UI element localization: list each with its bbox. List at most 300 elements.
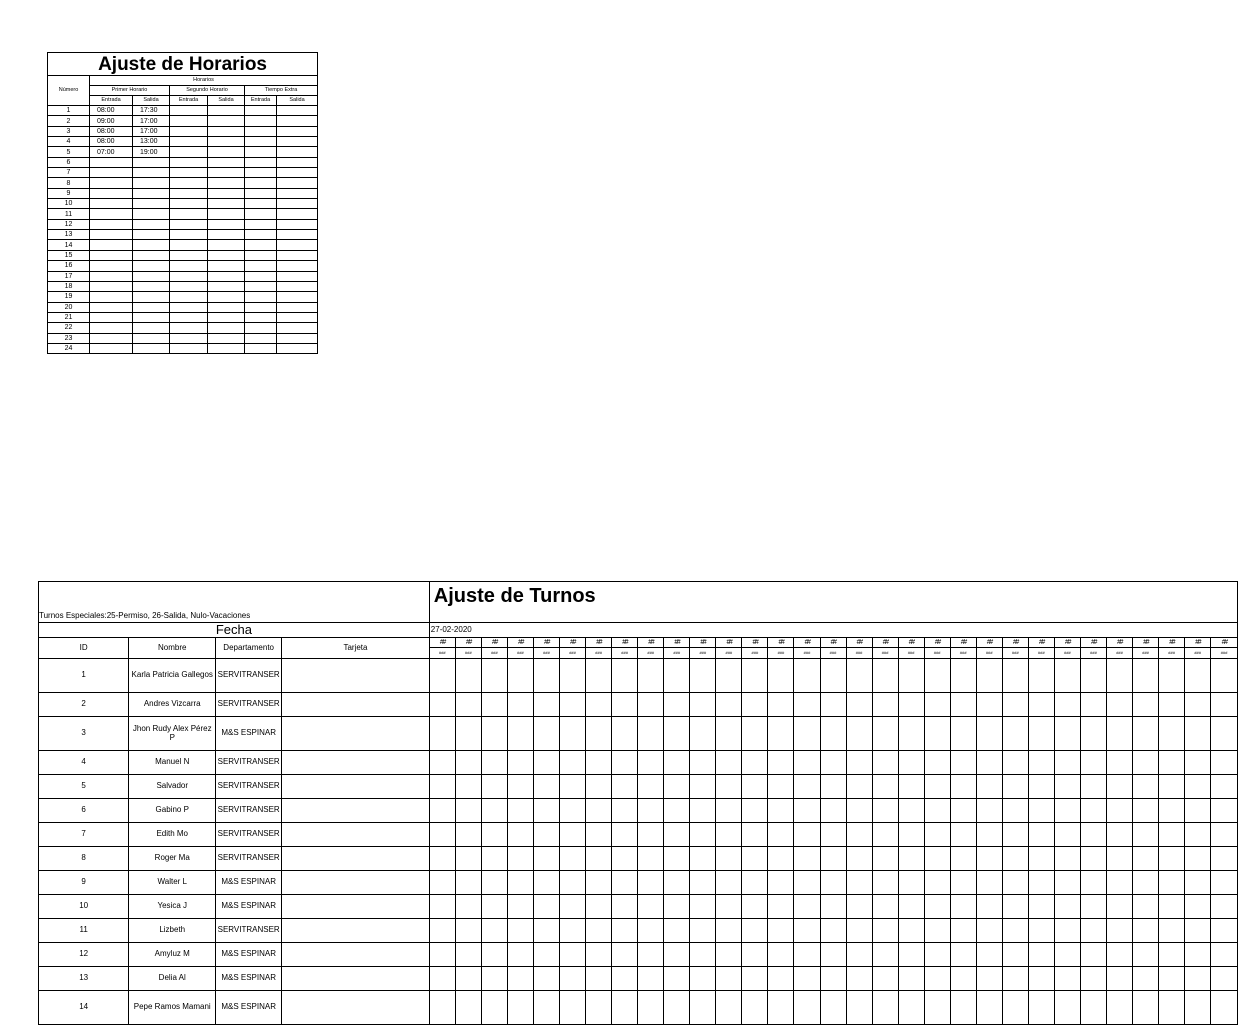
shift-cell[interactable] <box>664 751 690 775</box>
shift-cell[interactable] <box>481 895 507 919</box>
shift-cell[interactable] <box>1107 943 1133 967</box>
shift-cell[interactable] <box>768 799 794 823</box>
shift-cell[interactable] <box>481 775 507 799</box>
shift-cell[interactable] <box>872 693 898 717</box>
shift-cell[interactable] <box>898 871 924 895</box>
shift-cell[interactable] <box>1028 659 1054 693</box>
shift-cell[interactable] <box>612 751 638 775</box>
shift-cell[interactable] <box>638 717 664 751</box>
shift-cell[interactable] <box>742 895 768 919</box>
shift-cell[interactable] <box>455 943 481 967</box>
shift-cell[interactable] <box>1107 751 1133 775</box>
shift-cell[interactable] <box>716 895 742 919</box>
shift-cell[interactable] <box>1211 693 1238 717</box>
shift-cell[interactable] <box>1002 823 1028 847</box>
shift-cell[interactable] <box>690 943 716 967</box>
shift-cell[interactable] <box>1028 871 1054 895</box>
shift-cell[interactable] <box>742 775 768 799</box>
shift-cell[interactable] <box>560 775 586 799</box>
shift-cell[interactable] <box>481 967 507 991</box>
shift-cell[interactable] <box>898 847 924 871</box>
shift-cell[interactable] <box>950 871 976 895</box>
shift-cell[interactable] <box>1159 751 1185 775</box>
shift-cell[interactable] <box>533 895 559 919</box>
shift-cell[interactable] <box>560 991 586 1025</box>
shift-cell[interactable] <box>638 751 664 775</box>
shift-cell[interactable] <box>1211 967 1238 991</box>
shift-cell[interactable] <box>924 823 950 847</box>
shift-cell[interactable] <box>976 717 1002 751</box>
shift-cell[interactable] <box>638 659 664 693</box>
shift-cell[interactable] <box>481 919 507 943</box>
shift-cell[interactable] <box>560 799 586 823</box>
shift-cell[interactable] <box>1133 717 1159 751</box>
shift-cell[interactable] <box>1159 871 1185 895</box>
shift-cell[interactable] <box>664 991 690 1025</box>
shift-cell[interactable] <box>1107 895 1133 919</box>
shift-cell[interactable] <box>1133 919 1159 943</box>
shift-cell[interactable] <box>846 693 872 717</box>
shift-cell[interactable] <box>846 991 872 1025</box>
shift-cell[interactable] <box>872 919 898 943</box>
shift-cell[interactable] <box>924 693 950 717</box>
shift-cell[interactable] <box>507 919 533 943</box>
shift-cell[interactable] <box>612 775 638 799</box>
shift-cell[interactable] <box>768 693 794 717</box>
shift-cell[interactable] <box>846 943 872 967</box>
shift-cell[interactable] <box>1107 799 1133 823</box>
shift-cell[interactable] <box>976 895 1002 919</box>
shift-cell[interactable] <box>742 693 768 717</box>
shift-cell[interactable] <box>1054 717 1080 751</box>
shift-cell[interactable] <box>794 659 820 693</box>
shift-cell[interactable] <box>1054 991 1080 1025</box>
shift-cell[interactable] <box>1080 823 1106 847</box>
shift-cell[interactable] <box>664 943 690 967</box>
shift-cell[interactable] <box>1211 919 1238 943</box>
shift-cell[interactable] <box>820 717 846 751</box>
shift-cell[interactable] <box>481 943 507 967</box>
shift-cell[interactable] <box>560 895 586 919</box>
shift-cell[interactable] <box>1185 871 1211 895</box>
shift-cell[interactable] <box>1185 943 1211 967</box>
shift-cell[interactable] <box>1133 967 1159 991</box>
shift-cell[interactable] <box>794 991 820 1025</box>
shift-cell[interactable] <box>507 943 533 967</box>
shift-cell[interactable] <box>1211 895 1238 919</box>
shift-cell[interactable] <box>690 967 716 991</box>
shift-cell[interactable] <box>1002 943 1028 967</box>
shift-cell[interactable] <box>742 659 768 693</box>
shift-cell[interactable] <box>560 943 586 967</box>
shift-cell[interactable] <box>1107 919 1133 943</box>
shift-cell[interactable] <box>716 943 742 967</box>
shift-cell[interactable] <box>586 991 612 1025</box>
shift-cell[interactable] <box>872 967 898 991</box>
shift-cell[interactable] <box>950 823 976 847</box>
shift-cell[interactable] <box>898 823 924 847</box>
shift-cell[interactable] <box>533 919 559 943</box>
shift-cell[interactable] <box>1002 919 1028 943</box>
shift-cell[interactable] <box>1211 871 1238 895</box>
shift-cell[interactable] <box>429 967 455 991</box>
shift-cell[interactable] <box>586 967 612 991</box>
shift-cell[interactable] <box>1185 967 1211 991</box>
shift-cell[interactable] <box>820 823 846 847</box>
shift-cell[interactable] <box>950 847 976 871</box>
shift-cell[interactable] <box>1054 775 1080 799</box>
shift-cell[interactable] <box>976 991 1002 1025</box>
shift-cell[interactable] <box>638 943 664 967</box>
shift-cell[interactable] <box>1080 871 1106 895</box>
shift-cell[interactable] <box>1080 991 1106 1025</box>
shift-cell[interactable] <box>1211 799 1238 823</box>
shift-cell[interactable] <box>794 847 820 871</box>
shift-cell[interactable] <box>533 693 559 717</box>
shift-cell[interactable] <box>1159 693 1185 717</box>
shift-cell[interactable] <box>742 871 768 895</box>
shift-cell[interactable] <box>1185 895 1211 919</box>
shift-cell[interactable] <box>1028 967 1054 991</box>
shift-cell[interactable] <box>872 717 898 751</box>
shift-cell[interactable] <box>690 919 716 943</box>
shift-cell[interactable] <box>690 871 716 895</box>
shift-cell[interactable] <box>1080 919 1106 943</box>
shift-cell[interactable] <box>1159 717 1185 751</box>
shift-cell[interactable] <box>976 871 1002 895</box>
shift-cell[interactable] <box>1133 693 1159 717</box>
shift-cell[interactable] <box>820 943 846 967</box>
shift-cell[interactable] <box>1080 895 1106 919</box>
shift-cell[interactable] <box>872 871 898 895</box>
shift-cell[interactable] <box>1185 659 1211 693</box>
shift-cell[interactable] <box>560 847 586 871</box>
shift-cell[interactable] <box>768 943 794 967</box>
shift-cell[interactable] <box>1159 823 1185 847</box>
shift-cell[interactable] <box>768 991 794 1025</box>
shift-cell[interactable] <box>794 823 820 847</box>
shift-cell[interactable] <box>820 871 846 895</box>
shift-cell[interactable] <box>976 799 1002 823</box>
shift-cell[interactable] <box>455 799 481 823</box>
shift-cell[interactable] <box>846 775 872 799</box>
shift-cell[interactable] <box>768 871 794 895</box>
shift-cell[interactable] <box>560 693 586 717</box>
shift-cell[interactable] <box>872 991 898 1025</box>
shift-cell[interactable] <box>898 967 924 991</box>
shift-cell[interactable] <box>1002 871 1028 895</box>
shift-cell[interactable] <box>507 823 533 847</box>
shift-cell[interactable] <box>586 659 612 693</box>
shift-cell[interactable] <box>846 919 872 943</box>
shift-cell[interactable] <box>820 967 846 991</box>
shift-cell[interactable] <box>1080 751 1106 775</box>
shift-cell[interactable] <box>898 717 924 751</box>
shift-cell[interactable] <box>1080 717 1106 751</box>
shift-cell[interactable] <box>560 823 586 847</box>
shift-cell[interactable] <box>586 751 612 775</box>
shift-cell[interactable] <box>586 919 612 943</box>
shift-cell[interactable] <box>794 717 820 751</box>
shift-cell[interactable] <box>1080 659 1106 693</box>
shift-cell[interactable] <box>507 659 533 693</box>
shift-cell[interactable] <box>1185 693 1211 717</box>
shift-cell[interactable] <box>872 659 898 693</box>
shift-cell[interactable] <box>768 717 794 751</box>
shift-cell[interactable] <box>794 919 820 943</box>
shift-cell[interactable] <box>742 717 768 751</box>
shift-cell[interactable] <box>924 659 950 693</box>
shift-cell[interactable] <box>1107 823 1133 847</box>
shift-cell[interactable] <box>1159 991 1185 1025</box>
shift-cell[interactable] <box>898 751 924 775</box>
shift-cell[interactable] <box>794 775 820 799</box>
shift-cell[interactable] <box>1080 967 1106 991</box>
shift-cell[interactable] <box>1054 799 1080 823</box>
shift-cell[interactable] <box>716 919 742 943</box>
shift-cell[interactable] <box>560 717 586 751</box>
shift-cell[interactable] <box>612 967 638 991</box>
shift-cell[interactable] <box>1107 991 1133 1025</box>
shift-cell[interactable] <box>586 775 612 799</box>
shift-cell[interactable] <box>533 799 559 823</box>
shift-cell[interactable] <box>1159 659 1185 693</box>
shift-cell[interactable] <box>898 659 924 693</box>
shift-cell[interactable] <box>924 967 950 991</box>
shift-cell[interactable] <box>1107 775 1133 799</box>
shift-cell[interactable] <box>1002 991 1028 1025</box>
shift-cell[interactable] <box>612 823 638 847</box>
shift-cell[interactable] <box>898 799 924 823</box>
shift-cell[interactable] <box>638 693 664 717</box>
shift-cell[interactable] <box>507 871 533 895</box>
shift-cell[interactable] <box>898 775 924 799</box>
shift-cell[interactable] <box>429 751 455 775</box>
shift-cell[interactable] <box>1185 991 1211 1025</box>
shift-cell[interactable] <box>1133 871 1159 895</box>
shift-cell[interactable] <box>976 693 1002 717</box>
shift-cell[interactable] <box>898 895 924 919</box>
shift-cell[interactable] <box>1133 823 1159 847</box>
shift-cell[interactable] <box>1107 967 1133 991</box>
shift-cell[interactable] <box>1159 967 1185 991</box>
shift-cell[interactable] <box>612 717 638 751</box>
shift-cell[interactable] <box>429 919 455 943</box>
shift-cell[interactable] <box>1159 919 1185 943</box>
shift-cell[interactable] <box>612 659 638 693</box>
shift-cell[interactable] <box>1133 895 1159 919</box>
shift-cell[interactable] <box>716 991 742 1025</box>
shift-cell[interactable] <box>481 751 507 775</box>
shift-cell[interactable] <box>481 659 507 693</box>
shift-cell[interactable] <box>455 847 481 871</box>
shift-cell[interactable] <box>950 991 976 1025</box>
shift-cell[interactable] <box>638 967 664 991</box>
shift-cell[interactable] <box>768 775 794 799</box>
shift-cell[interactable] <box>507 717 533 751</box>
shift-cell[interactable] <box>429 943 455 967</box>
shift-cell[interactable] <box>1028 751 1054 775</box>
shift-cell[interactable] <box>1211 847 1238 871</box>
shift-cell[interactable] <box>1002 693 1028 717</box>
shift-cell[interactable] <box>898 991 924 1025</box>
shift-cell[interactable] <box>820 751 846 775</box>
shift-cell[interactable] <box>1028 919 1054 943</box>
shift-cell[interactable] <box>716 717 742 751</box>
shift-cell[interactable] <box>846 799 872 823</box>
shift-cell[interactable] <box>1185 823 1211 847</box>
shift-cell[interactable] <box>846 659 872 693</box>
shift-cell[interactable] <box>898 943 924 967</box>
shift-cell[interactable] <box>976 751 1002 775</box>
shift-cell[interactable] <box>950 895 976 919</box>
shift-cell[interactable] <box>846 823 872 847</box>
shift-cell[interactable] <box>455 693 481 717</box>
shift-cell[interactable] <box>976 823 1002 847</box>
shift-cell[interactable] <box>507 799 533 823</box>
shift-cell[interactable] <box>612 693 638 717</box>
shift-cell[interactable] <box>950 967 976 991</box>
shift-cell[interactable] <box>1211 943 1238 967</box>
shift-cell[interactable] <box>690 823 716 847</box>
shift-cell[interactable] <box>429 775 455 799</box>
shift-cell[interactable] <box>586 693 612 717</box>
shift-cell[interactable] <box>1211 751 1238 775</box>
shift-cell[interactable] <box>1107 871 1133 895</box>
shift-cell[interactable] <box>716 847 742 871</box>
shift-cell[interactable] <box>455 717 481 751</box>
shift-cell[interactable] <box>872 751 898 775</box>
shift-cell[interactable] <box>1159 799 1185 823</box>
shift-cell[interactable] <box>533 775 559 799</box>
shift-cell[interactable] <box>638 871 664 895</box>
shift-cell[interactable] <box>455 751 481 775</box>
shift-cell[interactable] <box>768 751 794 775</box>
shift-cell[interactable] <box>638 847 664 871</box>
shift-cell[interactable] <box>716 823 742 847</box>
shift-cell[interactable] <box>1054 871 1080 895</box>
shift-cell[interactable] <box>820 919 846 943</box>
shift-cell[interactable] <box>664 775 690 799</box>
shift-cell[interactable] <box>690 799 716 823</box>
shift-cell[interactable] <box>1107 847 1133 871</box>
shift-cell[interactable] <box>1185 799 1211 823</box>
shift-cell[interactable] <box>481 717 507 751</box>
shift-cell[interactable] <box>481 823 507 847</box>
shift-cell[interactable] <box>664 895 690 919</box>
shift-cell[interactable] <box>768 823 794 847</box>
shift-cell[interactable] <box>612 871 638 895</box>
shift-cell[interactable] <box>1133 991 1159 1025</box>
shift-cell[interactable] <box>924 847 950 871</box>
shift-cell[interactable] <box>533 823 559 847</box>
shift-cell[interactable] <box>1028 693 1054 717</box>
shift-cell[interactable] <box>820 775 846 799</box>
shift-cell[interactable] <box>872 799 898 823</box>
shift-cell[interactable] <box>429 871 455 895</box>
shift-cell[interactable] <box>924 717 950 751</box>
shift-cell[interactable] <box>1054 847 1080 871</box>
shift-cell[interactable] <box>533 871 559 895</box>
shift-cell[interactable] <box>976 847 1002 871</box>
shift-cell[interactable] <box>507 847 533 871</box>
shift-cell[interactable] <box>846 895 872 919</box>
shift-cell[interactable] <box>846 717 872 751</box>
shift-cell[interactable] <box>455 967 481 991</box>
shift-cell[interactable] <box>638 823 664 847</box>
shift-cell[interactable] <box>1002 751 1028 775</box>
shift-cell[interactable] <box>742 847 768 871</box>
shift-cell[interactable] <box>429 895 455 919</box>
shift-cell[interactable] <box>533 659 559 693</box>
shift-cell[interactable] <box>638 895 664 919</box>
shift-cell[interactable] <box>638 991 664 1025</box>
shift-cell[interactable] <box>1185 717 1211 751</box>
shift-cell[interactable] <box>507 751 533 775</box>
shift-cell[interactable] <box>586 895 612 919</box>
shift-cell[interactable] <box>716 659 742 693</box>
shift-cell[interactable] <box>976 659 1002 693</box>
shift-cell[interactable] <box>716 775 742 799</box>
shift-cell[interactable] <box>507 693 533 717</box>
shift-cell[interactable] <box>820 693 846 717</box>
shift-cell[interactable] <box>664 799 690 823</box>
shift-cell[interactable] <box>612 943 638 967</box>
shift-cell[interactable] <box>950 693 976 717</box>
shift-cell[interactable] <box>768 967 794 991</box>
shift-cell[interactable] <box>794 943 820 967</box>
shift-cell[interactable] <box>690 775 716 799</box>
shift-cell[interactable] <box>533 967 559 991</box>
shift-cell[interactable] <box>429 847 455 871</box>
shift-cell[interactable] <box>820 895 846 919</box>
shift-cell[interactable] <box>1159 847 1185 871</box>
shift-cell[interactable] <box>664 693 690 717</box>
shift-cell[interactable] <box>1133 799 1159 823</box>
shift-cell[interactable] <box>1211 659 1238 693</box>
shift-cell[interactable] <box>690 717 716 751</box>
shift-cell[interactable] <box>533 717 559 751</box>
shift-cell[interactable] <box>429 823 455 847</box>
shift-cell[interactable] <box>1185 775 1211 799</box>
shift-cell[interactable] <box>794 967 820 991</box>
shift-cell[interactable] <box>638 775 664 799</box>
shift-cell[interactable] <box>612 991 638 1025</box>
shift-cell[interactable] <box>1054 919 1080 943</box>
shift-cell[interactable] <box>768 847 794 871</box>
shift-cell[interactable] <box>1028 799 1054 823</box>
shift-cell[interactable] <box>455 823 481 847</box>
shift-cell[interactable] <box>1159 943 1185 967</box>
shift-cell[interactable] <box>872 823 898 847</box>
shift-cell[interactable] <box>846 751 872 775</box>
shift-cell[interactable] <box>1133 847 1159 871</box>
shift-cell[interactable] <box>1054 895 1080 919</box>
shift-cell[interactable] <box>1054 943 1080 967</box>
shift-cell[interactable] <box>950 799 976 823</box>
shift-cell[interactable] <box>481 991 507 1025</box>
shift-cell[interactable] <box>481 693 507 717</box>
shift-cell[interactable] <box>612 895 638 919</box>
shift-cell[interactable] <box>664 659 690 693</box>
shift-cell[interactable] <box>481 799 507 823</box>
shift-cell[interactable] <box>794 693 820 717</box>
shift-cell[interactable] <box>794 871 820 895</box>
shift-cell[interactable] <box>846 847 872 871</box>
shift-cell[interactable] <box>742 751 768 775</box>
shift-cell[interactable] <box>976 967 1002 991</box>
shift-cell[interactable] <box>768 919 794 943</box>
